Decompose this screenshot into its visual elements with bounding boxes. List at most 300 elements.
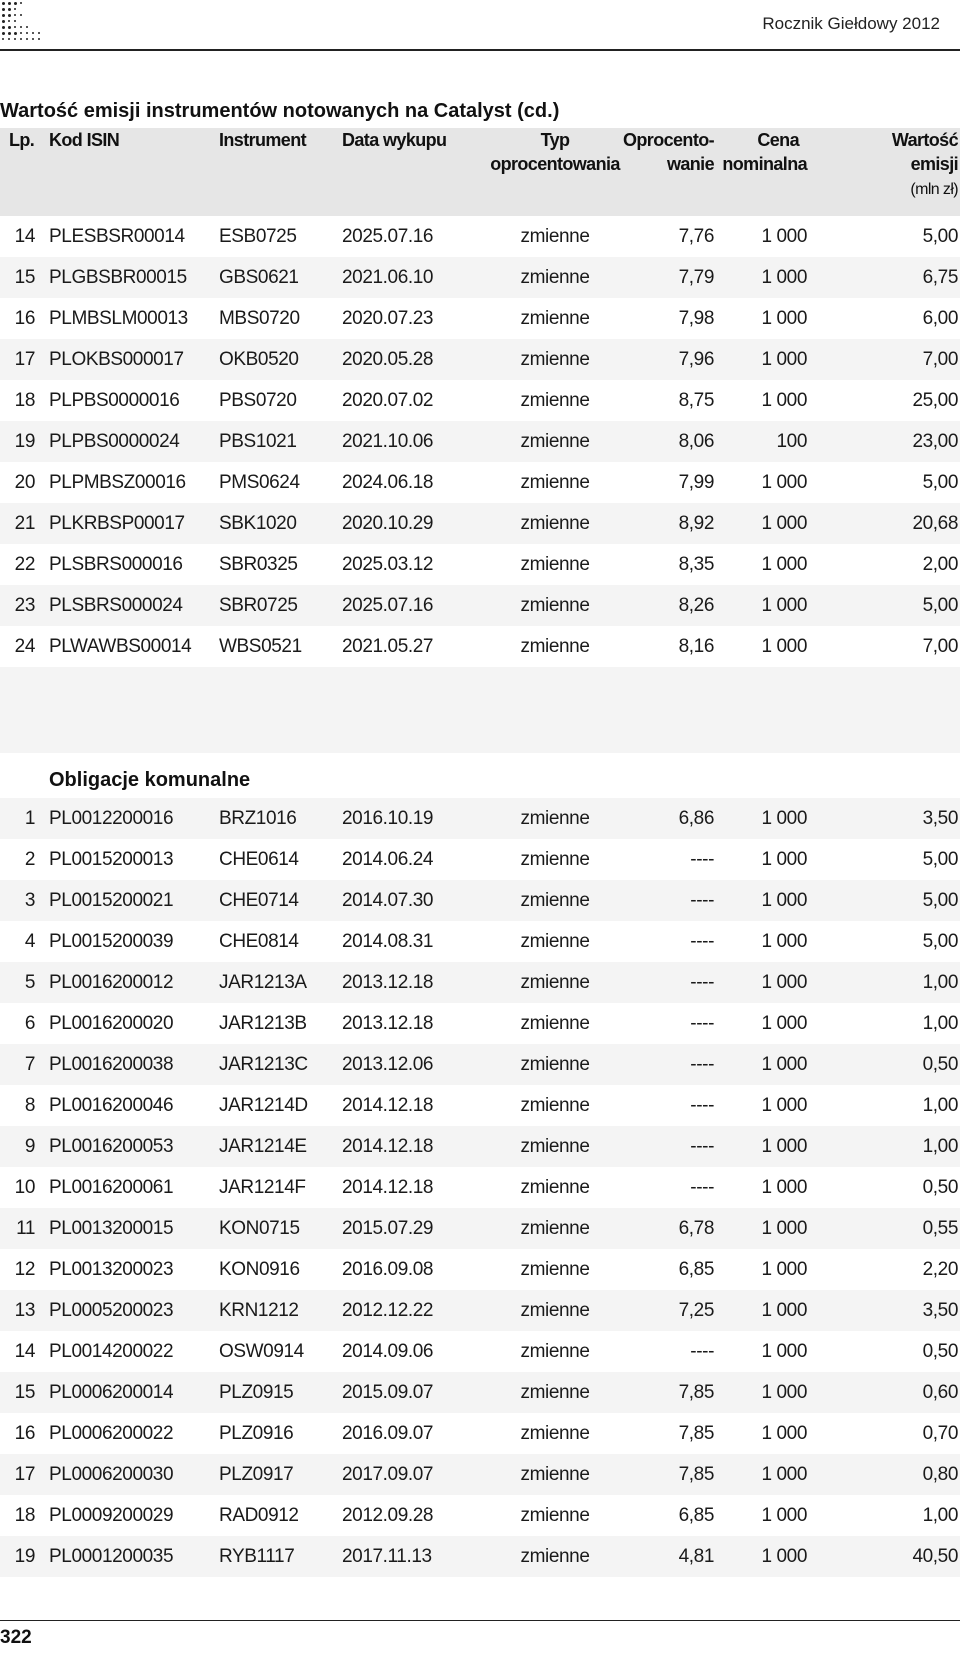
- logo-dot: [2, 14, 5, 17]
- cell-lp: 16: [14, 1423, 35, 1444]
- col-header-typ-2: oprocentowania: [490, 154, 620, 174]
- table-row: [0, 503, 960, 544]
- cell-isin: PL0016200012: [49, 972, 174, 993]
- cell-oprocentowanie: 6,78: [678, 1218, 714, 1239]
- cell-lp: 17: [14, 349, 35, 370]
- cell-isin: PL0015200039: [49, 931, 174, 952]
- table-row: [0, 216, 960, 257]
- cell-date: 2016.09.07: [342, 1423, 434, 1444]
- cell-date: 2016.10.19: [342, 808, 434, 829]
- cell-date: 2014.12.18: [342, 1095, 434, 1116]
- cell-wartosc: 3,50: [922, 1300, 958, 1321]
- cell-isin: PL0009200029: [49, 1505, 174, 1526]
- cell-wartosc: 0,60: [922, 1382, 958, 1403]
- cell-instrument: PBS1021: [219, 431, 297, 452]
- cell-typ: zmienne: [520, 1546, 590, 1567]
- cell-isin: PLSBRS000024: [49, 595, 183, 616]
- cell-instrument: PLZ0915: [219, 1382, 294, 1403]
- cell-typ: zmienne: [520, 890, 590, 911]
- table-row: [0, 544, 960, 585]
- cell-isin: PL0016200061: [49, 1177, 174, 1198]
- cell-typ: zmienne: [520, 1505, 590, 1526]
- cell-cena: 1 000: [761, 1259, 807, 1280]
- cell-cena: 1 000: [761, 1505, 807, 1526]
- table-row: [0, 626, 960, 667]
- logo-dot: [8, 8, 11, 11]
- cell-oprocentowanie: 8,06: [678, 431, 714, 452]
- table-row: [0, 1044, 960, 1085]
- cell-isin: PLWAWBS00014: [49, 636, 192, 657]
- cell-typ: zmienne: [520, 267, 590, 288]
- cell-isin: PLMBSLM00013: [49, 308, 188, 329]
- cell-date: 2021.05.27: [342, 636, 434, 657]
- cell-instrument: PLZ0916: [219, 1423, 294, 1444]
- table-row: [0, 880, 960, 921]
- logo-dot: [8, 14, 11, 17]
- page-title: Wartość emisji instrumentów notowanych na Catalyst (cd.): [0, 100, 560, 122]
- cell-isin: PL0016200020: [49, 1013, 174, 1034]
- cell-oprocentowanie: 8,16: [678, 636, 714, 657]
- cell-date: 2025.07.16: [342, 226, 434, 247]
- cell-oprocentowanie: 7,85: [678, 1382, 714, 1403]
- cell-wartosc: 0,70: [922, 1423, 958, 1444]
- cell-lp: 18: [14, 1505, 35, 1526]
- cell-cena: 1 000: [761, 1423, 807, 1444]
- col-header-cena-2: nominalna: [722, 154, 807, 174]
- logo-dot: [38, 38, 40, 40]
- col-header-cena-1: Cena: [757, 130, 799, 150]
- cell-oprocentowanie: 7,99: [678, 472, 714, 493]
- section-title: Obligacje komunalne: [49, 769, 251, 791]
- logo-dot: [8, 20, 10, 22]
- logo-dot: [2, 32, 5, 35]
- cell-isin: PL0016200046: [49, 1095, 174, 1116]
- cell-isin: PLSBRS000016: [49, 554, 183, 575]
- logo-dot: [26, 26, 28, 28]
- table-row: [0, 798, 960, 839]
- table-row: [0, 1208, 960, 1249]
- table-row: [0, 1372, 960, 1413]
- logo-dot: [14, 38, 16, 40]
- logo-dot: [14, 8, 16, 10]
- cell-date: 2012.12.22: [342, 1300, 434, 1321]
- cell-oprocentowanie: 7,85: [678, 1464, 714, 1485]
- cell-isin: PL0014200022: [49, 1341, 174, 1362]
- cell-wartosc: 5,00: [922, 595, 958, 616]
- cell-wartosc: 5,00: [922, 226, 958, 247]
- cell-lp: 3: [24, 890, 35, 911]
- cell-oprocentowanie: 6,86: [678, 808, 714, 829]
- cell-oprocentowanie: ----: [690, 1136, 714, 1157]
- cell-lp: 4: [24, 931, 35, 952]
- cell-instrument: MBS0720: [219, 308, 300, 329]
- cell-lp: 7: [24, 1054, 35, 1075]
- cell-instrument: RAD0912: [219, 1505, 299, 1526]
- cell-cena: 1 000: [761, 308, 807, 329]
- cell-date: 2025.07.16: [342, 595, 434, 616]
- col-header-wart-3: (mln zł): [910, 181, 958, 198]
- cell-isin: PL0015200013: [49, 849, 174, 870]
- cell-lp: 10: [14, 1177, 35, 1198]
- cell-isin: PLPBS0000024: [49, 431, 180, 452]
- cell-oprocentowanie: ----: [690, 1013, 714, 1034]
- cell-isin: PL0006200014: [49, 1382, 174, 1403]
- logo-dot: [20, 32, 22, 34]
- cell-oprocentowanie: ----: [690, 1341, 714, 1362]
- table-row: [0, 1126, 960, 1167]
- cell-wartosc: 40,50: [912, 1546, 958, 1567]
- cell-typ: zmienne: [520, 1136, 590, 1157]
- cell-typ: zmienne: [520, 431, 590, 452]
- cell-oprocentowanie: 8,35: [678, 554, 714, 575]
- cell-instrument: JAR1213B: [219, 1013, 307, 1034]
- cell-instrument: CHE0714: [219, 890, 299, 911]
- col-header-date: Data wykupu: [342, 130, 447, 150]
- table-row: [0, 298, 960, 339]
- cell-typ: zmienne: [520, 349, 590, 370]
- cell-instrument: PMS0624: [219, 472, 300, 493]
- table-row: [0, 1331, 960, 1372]
- table-row: [0, 1249, 960, 1290]
- cell-date: 2016.09.08: [342, 1259, 434, 1280]
- cell-wartosc: 2,00: [922, 554, 958, 575]
- book-title: Rocznik Giełdowy 2012: [762, 14, 940, 33]
- col-header-lp: Lp.: [9, 130, 35, 150]
- cell-cena: 1 000: [761, 1177, 807, 1198]
- table-row: [0, 257, 960, 298]
- cell-typ: zmienne: [520, 1218, 590, 1239]
- logo-dot: [8, 2, 11, 5]
- cell-cena: 1 000: [761, 349, 807, 370]
- cell-oprocentowanie: 7,85: [678, 1423, 714, 1444]
- section-spacer: [0, 667, 960, 753]
- cell-cena: 1 000: [761, 890, 807, 911]
- logo-dot: [2, 26, 5, 29]
- cell-instrument: SBR0725: [219, 595, 298, 616]
- cell-oprocentowanie: ----: [690, 849, 714, 870]
- cell-cena: 1 000: [761, 1341, 807, 1362]
- cell-instrument: PLZ0917: [219, 1464, 294, 1485]
- cell-typ: zmienne: [520, 1259, 590, 1280]
- page-header: [0, 0, 960, 50]
- cell-date: 2025.03.12: [342, 554, 434, 575]
- cell-date: 2014.07.30: [342, 890, 434, 911]
- table-row: [0, 1003, 960, 1044]
- cell-wartosc: 3,50: [922, 808, 958, 829]
- cell-date: 2014.08.31: [342, 931, 434, 952]
- cell-oprocentowanie: 8,26: [678, 595, 714, 616]
- logo-dot: [20, 2, 22, 4]
- cell-typ: zmienne: [520, 1013, 590, 1034]
- cell-date: 2014.06.24: [342, 849, 434, 870]
- cell-wartosc: 0,50: [922, 1177, 958, 1198]
- table-row: [0, 1085, 960, 1126]
- cell-cena: 1 000: [761, 267, 807, 288]
- cell-date: 2017.09.07: [342, 1464, 434, 1485]
- table-row: [0, 339, 960, 380]
- cell-oprocentowanie: ----: [690, 931, 714, 952]
- cell-oprocentowanie: ----: [690, 972, 714, 993]
- cell-date: 2020.07.23: [342, 308, 434, 329]
- cell-typ: zmienne: [520, 472, 590, 493]
- section-header-municipal: [0, 753, 960, 798]
- cell-typ: zmienne: [520, 636, 590, 657]
- logo-dot: [20, 14, 22, 16]
- logo-dot: [8, 38, 10, 40]
- col-header-isin: Kod ISIN: [49, 130, 120, 150]
- cell-lp: 11: [16, 1218, 35, 1239]
- cell-oprocentowanie: ----: [690, 890, 714, 911]
- cell-isin: PL0006200030: [49, 1464, 174, 1485]
- cell-lp: 19: [14, 1546, 35, 1567]
- cell-wartosc: 5,00: [922, 472, 958, 493]
- table-row: [0, 1167, 960, 1208]
- logo-dot: [20, 26, 22, 28]
- cell-instrument: GBS0621: [219, 267, 299, 288]
- cell-isin: PL0016200053: [49, 1136, 174, 1157]
- cell-typ: zmienne: [520, 1341, 590, 1362]
- cell-typ: zmienne: [520, 390, 590, 411]
- cell-wartosc: 20,68: [912, 513, 958, 534]
- cell-lp: 24: [14, 636, 35, 657]
- cell-wartosc: 7,00: [922, 349, 958, 370]
- cell-instrument: OSW0914: [219, 1341, 304, 1362]
- cell-wartosc: 23,00: [912, 431, 958, 452]
- table-row: [0, 1536, 960, 1577]
- cell-isin: PLGBSBR00015: [49, 267, 187, 288]
- table-row: [0, 1413, 960, 1454]
- cell-oprocentowanie: 4,81: [678, 1546, 714, 1567]
- cell-wartosc: 0,50: [922, 1341, 958, 1362]
- logo-dot: [14, 32, 17, 35]
- cell-oprocentowanie: 6,85: [678, 1259, 714, 1280]
- table-row: [0, 380, 960, 421]
- cell-lp: 23: [14, 595, 35, 616]
- cell-isin: PL0013200015: [49, 1218, 174, 1239]
- cell-isin: PL0012200016: [49, 808, 174, 829]
- cell-instrument: CHE0614: [219, 849, 299, 870]
- logo-dot: [14, 20, 16, 22]
- cell-date: 2020.10.29: [342, 513, 434, 534]
- cell-instrument: PBS0720: [219, 390, 297, 411]
- cell-lp: 13: [14, 1300, 35, 1321]
- cell-oprocentowanie: 7,96: [678, 349, 714, 370]
- table-row: [0, 839, 960, 880]
- logo-dot: [20, 38, 22, 40]
- cell-instrument: JAR1213C: [219, 1054, 308, 1075]
- cell-instrument: SBK1020: [219, 513, 297, 534]
- cell-instrument: JAR1214D: [219, 1095, 308, 1116]
- cell-wartosc: 2,20: [922, 1259, 958, 1280]
- table-row: [0, 1290, 960, 1331]
- cell-date: 2012.09.28: [342, 1505, 434, 1526]
- logo-dot: [2, 20, 5, 23]
- cell-typ: zmienne: [520, 1464, 590, 1485]
- cell-wartosc: 6,75: [922, 267, 958, 288]
- cell-isin: PL0005200023: [49, 1300, 174, 1321]
- cell-wartosc: 5,00: [922, 849, 958, 870]
- cell-date: 2021.06.10: [342, 267, 434, 288]
- logo-dot: [2, 8, 5, 11]
- cell-oprocentowanie: 7,79: [678, 267, 714, 288]
- cell-lp: 18: [14, 390, 35, 411]
- cell-cena: 1 000: [761, 1546, 807, 1567]
- cell-wartosc: 5,00: [922, 931, 958, 952]
- cell-isin: PL0015200021: [49, 890, 174, 911]
- cell-isin: PL0001200035: [49, 1546, 174, 1567]
- cell-lp: 15: [14, 1382, 35, 1403]
- cell-date: 2015.07.29: [342, 1218, 434, 1239]
- cell-typ: zmienne: [520, 1177, 590, 1198]
- cell-cena: 1 000: [761, 472, 807, 493]
- cell-date: 2014.12.18: [342, 1177, 434, 1198]
- logo-dot: [26, 32, 28, 34]
- cell-isin: PL0016200038: [49, 1054, 174, 1075]
- cell-cena: 1 000: [761, 595, 807, 616]
- page-number: 322: [0, 1627, 32, 1648]
- cell-typ: zmienne: [520, 226, 590, 247]
- cell-date: 2014.09.06: [342, 1341, 434, 1362]
- cell-wartosc: 1,00: [922, 1095, 958, 1116]
- cell-cena: 1 000: [761, 849, 807, 870]
- cell-oprocentowanie: 6,85: [678, 1505, 714, 1526]
- cell-lp: 19: [14, 431, 35, 452]
- logo-dot: [14, 14, 16, 16]
- cell-cena: 1 000: [761, 226, 807, 247]
- table-body-municipal: [0, 798, 960, 1577]
- footer-rule: [0, 1620, 960, 1621]
- cell-date: 2015.09.07: [342, 1382, 434, 1403]
- cell-wartosc: 1,00: [922, 1136, 958, 1157]
- emissions-table: [0, 128, 960, 1577]
- cell-typ: zmienne: [520, 808, 590, 829]
- table-row: [0, 921, 960, 962]
- cell-instrument: RYB1117: [219, 1546, 295, 1567]
- cell-oprocentowanie: 7,25: [678, 1300, 714, 1321]
- cell-oprocentowanie: 7,76: [678, 226, 714, 247]
- cell-isin: PLKRBSP00017: [49, 513, 185, 534]
- cell-typ: zmienne: [520, 1054, 590, 1075]
- cell-lp: 2: [24, 849, 35, 870]
- cell-typ: zmienne: [520, 931, 590, 952]
- cell-cena: 1 000: [761, 1013, 807, 1034]
- cell-cena: 1 000: [761, 808, 807, 829]
- cell-cena: 1 000: [761, 1382, 807, 1403]
- cell-typ: zmienne: [520, 554, 590, 575]
- cell-instrument: CHE0814: [219, 931, 299, 952]
- publisher-logo-icon: [0, 0, 52, 44]
- cell-instrument: JAR1214F: [219, 1177, 306, 1198]
- cell-cena: 1 000: [761, 972, 807, 993]
- cell-cena: 100: [776, 431, 807, 452]
- cell-instrument: SBR0325: [219, 554, 298, 575]
- logo-dot: [32, 38, 34, 40]
- cell-cena: 1 000: [761, 931, 807, 952]
- cell-lp: 17: [14, 1464, 35, 1485]
- cell-instrument: KON0715: [219, 1218, 300, 1239]
- cell-typ: zmienne: [520, 1095, 590, 1116]
- table-body-banks: [0, 216, 960, 667]
- cell-typ: zmienne: [520, 849, 590, 870]
- cell-instrument: JAR1214E: [219, 1136, 307, 1157]
- cell-cena: 1 000: [761, 1464, 807, 1485]
- cell-oprocentowanie: 7,98: [678, 308, 714, 329]
- header-rule: [0, 49, 960, 51]
- cell-date: 2020.05.28: [342, 349, 434, 370]
- table-row: [0, 1454, 960, 1495]
- cell-lp: 1: [24, 808, 35, 829]
- cell-lp: 5: [24, 972, 35, 993]
- cell-isin: PL0013200023: [49, 1259, 174, 1280]
- cell-isin: PLPMBSZ00016: [49, 472, 186, 493]
- cell-isin: PL0006200022: [49, 1423, 174, 1444]
- cell-lp: 8: [24, 1095, 35, 1116]
- table-row: [0, 585, 960, 626]
- cell-cena: 1 000: [761, 1054, 807, 1075]
- logo-dot: [38, 32, 40, 34]
- cell-cena: 1 000: [761, 1300, 807, 1321]
- cell-cena: 1 000: [761, 1095, 807, 1116]
- cell-lp: 15: [14, 267, 35, 288]
- col-header-instrument: Instrument: [219, 130, 307, 150]
- cell-date: 2014.12.18: [342, 1136, 434, 1157]
- col-header-opr-1: Oprocento-: [623, 130, 714, 150]
- cell-instrument: OKB0520: [219, 349, 299, 370]
- cell-typ: zmienne: [520, 595, 590, 616]
- cell-typ: zmienne: [520, 513, 590, 534]
- cell-typ: zmienne: [520, 308, 590, 329]
- cell-wartosc: 6,00: [922, 308, 958, 329]
- logo-dot: [2, 38, 4, 40]
- cell-isin: PLPBS0000016: [49, 390, 180, 411]
- cell-typ: zmienne: [520, 1382, 590, 1403]
- cell-isin: PLESBSR00014: [49, 226, 185, 247]
- cell-date: 2017.11.13: [342, 1546, 432, 1567]
- col-header-opr-2: wanie: [666, 154, 714, 174]
- table-row: [0, 962, 960, 1003]
- table-header: [0, 128, 960, 216]
- logo-dot: [14, 26, 16, 28]
- cell-date: 2013.12.06: [342, 1054, 434, 1075]
- cell-lp: 9: [24, 1136, 35, 1157]
- cell-instrument: ESB0725: [219, 226, 297, 247]
- col-header-wart-1: Wartość: [891, 130, 958, 150]
- cell-isin: PLOKBS000017: [49, 349, 184, 370]
- cell-instrument: KON0916: [219, 1259, 300, 1280]
- cell-wartosc: 1,00: [922, 972, 958, 993]
- cell-wartosc: 0,55: [922, 1218, 958, 1239]
- col-header-typ-1: Typ: [540, 130, 570, 150]
- logo-dot: [26, 38, 28, 40]
- logo-dot: [8, 32, 11, 35]
- cell-cena: 1 000: [761, 1218, 807, 1239]
- cell-date: 2013.12.18: [342, 972, 434, 993]
- cell-cena: 1 000: [761, 554, 807, 575]
- cell-date: 2020.07.02: [342, 390, 434, 411]
- cell-wartosc: 0,80: [922, 1464, 958, 1485]
- cell-typ: zmienne: [520, 1423, 590, 1444]
- cell-wartosc: 0,50: [922, 1054, 958, 1075]
- cell-wartosc: 5,00: [922, 890, 958, 911]
- cell-date: 2021.10.06: [342, 431, 434, 452]
- cell-oprocentowanie: ----: [690, 1177, 714, 1198]
- cell-wartosc: 7,00: [922, 636, 958, 657]
- cell-lp: 20: [14, 472, 35, 493]
- cell-cena: 1 000: [761, 636, 807, 657]
- cell-lp: 6: [24, 1013, 35, 1034]
- cell-typ: zmienne: [520, 1300, 590, 1321]
- cell-oprocentowanie: 8,75: [678, 390, 714, 411]
